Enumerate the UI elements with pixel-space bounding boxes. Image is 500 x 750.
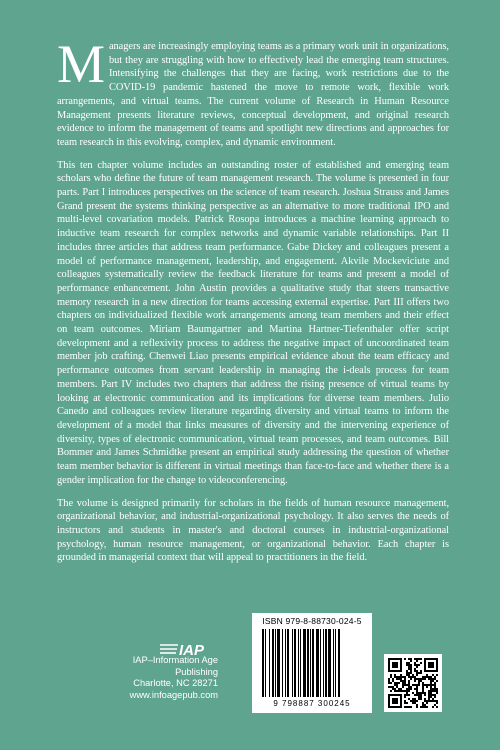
barcode-bar <box>300 629 301 697</box>
qr-module <box>396 686 398 688</box>
qr-module <box>424 684 426 686</box>
qr-module <box>414 668 416 670</box>
back-cover-blurb <box>57 34 449 574</box>
qr-module <box>434 690 436 692</box>
qr-module <box>436 706 438 708</box>
qr-module <box>390 690 392 692</box>
qr-module <box>414 680 416 682</box>
qr-module <box>420 680 422 682</box>
qr-module <box>422 704 424 706</box>
qr-module <box>396 690 398 692</box>
qr-module <box>410 678 412 680</box>
qr-module <box>396 682 398 684</box>
qr-module <box>404 702 406 704</box>
qr-module <box>408 672 410 674</box>
qr-module <box>398 688 400 690</box>
qr-module <box>420 658 422 660</box>
qr-module <box>414 658 416 660</box>
qr-module <box>400 688 402 690</box>
qr-module <box>426 686 428 688</box>
qr-module <box>408 680 410 682</box>
barcode-bar <box>294 629 296 697</box>
qr-module <box>434 678 436 680</box>
qr-module <box>418 658 420 660</box>
qr-module <box>412 692 414 694</box>
qr-module <box>392 688 394 690</box>
qr-module <box>416 700 418 702</box>
qr-module <box>420 698 422 700</box>
qr-module <box>406 684 408 686</box>
qr-module <box>414 678 416 680</box>
blurb-paragraph-2: This ten chapter volume includes an outstanding roster of established and emerging team scholars who define the future of team management research. The volume is presented in four parts. Part I introduces perspectives on the science of team research. Joshua Strauss and James Grand present the systems thinking perspective as an alternative to more traditional IPO and multi-level covariation models. Patrick Rosopa introduces a machine learning approach to inductive team research for complex networks and dynamic variable relationships. Part II includes three articles that address team performance. Gabe Dickey and colleagues present a model of performance management, leadership, and engagement. Akvile Mockeviciute and colleagues systematically review the feedback literature for teams and present a model of performance enhancement. John Austin provides a qualitative study that steers transactive memory research in a new direction for teams accessing external expertise. Part III offers two chapters on individualized flexible work arrangements among team members and their effect on team outcomes. Miriam Baumgartner and Martina Hartner-Tiefenthaler offer script development and a reflexivity process to address the negative impact of uncoordinated team member job crafting. Chenwei Liao presents empirical evidence about the team efficacy and performance outcomes from servant leadership in managing the i-deals process for team members. Part IV includes two chapters that address the rising presence of virtual teams by looking at electronic communication and its implications for diverse team members. Julio Canedo and colleagues review literature regarding diversity and virtual teams to inform the development of a model that links measures of diversity and the intervening experience of diversity, types of electronic communication, virtual team processes, and team outcomes. Bill Bommer and James Schmidtke present an empirical study addressing the question of whether team member behavior is different in virtual meetings than face-to-face and whether there is a gender implication for the change to videoconferencing. <box>57 159 449 486</box>
qr-module <box>400 676 402 678</box>
qr-module <box>414 662 416 664</box>
qr-code <box>384 654 442 712</box>
barcode-bar <box>320 629 321 697</box>
barcode-bar <box>325 629 327 697</box>
barcode-bar <box>307 629 309 697</box>
qr-module <box>430 700 432 702</box>
qr-module <box>426 676 428 678</box>
qr-module <box>420 694 422 696</box>
qr-module <box>432 674 434 676</box>
qr-module <box>402 686 404 688</box>
qr-module <box>418 664 420 666</box>
blurb-paragraph-1-text: anagers are increasingly employing teams as a primary work unit in organizations, but they are struggling with how to effectively lead the emerging team structures. Intensifying the challenges that they are facing, work restrictions due to the COVID-19 pandemic hastened the move to remote work, flexible work arrangements, and virtual teams. The current volume of Research in Human Resource Management presents literature reviews, conceptual development, and original research evidence to inform the management of teams and spotlight new directions and approaches for team research in this evolving, complex, and dynamic environment. <box>57 41 449 148</box>
qr-module <box>410 672 412 674</box>
qr-module <box>422 682 424 684</box>
qr-module <box>420 662 422 664</box>
qr-module <box>422 678 424 680</box>
qr-module <box>416 670 418 672</box>
qr-module <box>430 690 432 692</box>
qr-module <box>398 682 400 684</box>
qr-module <box>434 682 436 684</box>
qr-finder <box>392 662 398 668</box>
qr-module <box>420 696 422 698</box>
qr-module <box>436 692 438 694</box>
qr-module <box>416 686 418 688</box>
barcode-bar <box>312 629 314 697</box>
qr-module <box>410 676 412 678</box>
qr-module <box>398 676 400 678</box>
qr-module <box>432 698 434 700</box>
qr-module <box>432 700 434 702</box>
qr-module <box>420 678 422 680</box>
qr-module <box>422 688 424 690</box>
qr-module <box>414 700 416 702</box>
qr-module <box>422 706 424 708</box>
qr-module <box>416 688 418 690</box>
qr-module <box>434 694 436 696</box>
qr-module <box>416 690 418 692</box>
barcode-bar <box>277 629 280 697</box>
qr-module <box>428 678 430 680</box>
qr-module <box>408 676 410 678</box>
qr-module <box>428 690 430 692</box>
qr-module <box>414 684 416 686</box>
qr-module <box>416 704 418 706</box>
qr-module <box>430 682 432 684</box>
qr-module <box>388 686 390 688</box>
qr-module <box>434 688 436 690</box>
barcode-bar <box>282 629 283 697</box>
qr-module <box>392 678 394 680</box>
barcode-bars <box>260 629 364 699</box>
barcode-bar <box>310 629 311 697</box>
qr-module <box>422 692 424 694</box>
barcode-bar <box>338 629 340 697</box>
qr-module <box>406 694 408 696</box>
qr-module <box>412 702 414 704</box>
qr-module <box>422 676 424 678</box>
qr-module <box>434 686 436 688</box>
qr-module <box>414 664 416 666</box>
qr-module <box>418 698 420 700</box>
qr-module <box>416 678 418 680</box>
qr-module <box>416 692 418 694</box>
qr-module <box>408 690 410 692</box>
qr-module <box>400 674 402 676</box>
qr-module <box>426 702 428 704</box>
qr-module <box>404 700 406 702</box>
qr-module <box>404 696 406 698</box>
qr-module <box>408 682 410 684</box>
qr-module <box>420 672 422 674</box>
qr-module <box>432 694 434 696</box>
qr-module <box>428 698 430 700</box>
qr-module <box>418 678 420 680</box>
barcode-bar <box>265 629 266 697</box>
qr-module <box>402 680 404 682</box>
qr-module <box>434 696 436 698</box>
qr-module <box>426 700 428 702</box>
qr-module <box>410 666 412 668</box>
publisher-name: IAP–Information Age Publishing <box>132 655 218 677</box>
qr-module <box>396 684 398 686</box>
qr-module <box>404 694 406 696</box>
qr-module <box>416 666 418 668</box>
qr-module <box>428 694 430 696</box>
qr-module <box>418 696 420 698</box>
qr-module <box>434 700 436 702</box>
qr-module <box>430 692 432 694</box>
qr-module <box>410 706 412 708</box>
qr-module <box>408 668 410 670</box>
qr-module <box>406 662 408 664</box>
qr-module <box>432 688 434 690</box>
qr-module <box>404 658 406 660</box>
qr-module <box>428 692 430 694</box>
qr-module <box>400 690 402 692</box>
qr-module <box>424 706 426 708</box>
qr-module <box>408 658 410 660</box>
qr-module <box>418 694 420 696</box>
qr-module <box>418 672 420 674</box>
qr-module <box>432 678 434 680</box>
barcode-bar <box>303 629 306 697</box>
qr-module <box>404 678 406 680</box>
qr-module <box>414 698 416 700</box>
qr-module <box>390 686 392 688</box>
logo-text: IAP <box>179 642 205 658</box>
qr-module <box>412 698 414 700</box>
qr-module <box>410 670 412 672</box>
qr-module <box>390 674 392 676</box>
qr-module <box>436 700 438 702</box>
qr-module <box>416 672 418 674</box>
qr-module <box>410 664 412 666</box>
qr-module <box>420 706 422 708</box>
qr-module <box>428 676 430 678</box>
barcode-bar <box>272 629 274 697</box>
qr-module <box>406 706 408 708</box>
qr-module <box>408 684 410 686</box>
qr-module <box>422 684 424 686</box>
qr-module <box>426 684 428 686</box>
qr-module <box>430 676 432 678</box>
barcode-bar <box>287 629 289 697</box>
barcode-bar <box>335 629 336 697</box>
qr-module <box>416 658 418 660</box>
qr-module <box>414 694 416 696</box>
qr-module <box>402 690 404 692</box>
qr-module <box>410 668 412 670</box>
qr-module <box>422 690 424 692</box>
qr-module <box>398 690 400 692</box>
qr-module <box>406 664 408 666</box>
qr-module <box>416 660 418 662</box>
qr-module <box>420 692 422 694</box>
qr-module <box>416 664 418 666</box>
qr-module <box>390 676 392 678</box>
qr-module <box>428 684 430 686</box>
qr-module <box>408 698 410 700</box>
barcode-bar <box>285 629 286 697</box>
qr-module <box>432 680 434 682</box>
qr-module <box>414 702 416 704</box>
qr-module <box>418 684 420 686</box>
qr-module <box>422 702 424 704</box>
qr-module <box>430 678 432 680</box>
qr-module <box>424 694 426 696</box>
qr-module <box>408 694 410 696</box>
qr-module <box>430 694 432 696</box>
qr-module <box>418 682 420 684</box>
qr-module <box>434 684 436 686</box>
qr-finder <box>392 698 398 704</box>
qr-module <box>424 698 426 700</box>
qr-module <box>408 666 410 668</box>
qr-module <box>424 678 426 680</box>
qr-module <box>430 684 432 686</box>
qr-module <box>426 674 428 676</box>
qr-module <box>394 674 396 676</box>
qr-module <box>418 692 420 694</box>
qr-module <box>430 686 432 688</box>
barcode-bar <box>269 629 270 697</box>
qr-module <box>412 674 414 676</box>
qr-module <box>412 676 414 678</box>
qr-module <box>422 686 424 688</box>
qr-module <box>398 678 400 680</box>
qr-module <box>436 688 438 690</box>
qr-module <box>432 706 434 708</box>
qr-module <box>396 678 398 680</box>
blurb-paragraph-1 <box>57 34 449 150</box>
qr-module <box>424 692 426 694</box>
qr-module <box>400 678 402 680</box>
qr-module <box>388 682 390 684</box>
barcode-bar <box>275 629 276 697</box>
qr-module <box>406 692 408 694</box>
qr-module <box>424 704 426 706</box>
qr-module <box>424 700 426 702</box>
qr-module <box>388 678 390 680</box>
qr-module <box>406 670 408 672</box>
qr-module <box>406 690 408 692</box>
qr-module <box>416 674 418 676</box>
barcode-bar <box>298 629 299 697</box>
qr-module <box>400 680 402 682</box>
qr-module <box>408 664 410 666</box>
qr-module <box>410 660 412 662</box>
qr-module <box>392 680 394 682</box>
qr-module <box>408 688 410 690</box>
qr-module <box>418 680 420 682</box>
qr-module <box>424 676 426 678</box>
qr-module <box>432 684 434 686</box>
qr-module <box>390 682 392 684</box>
barcode-panel <box>252 613 372 713</box>
qr-module <box>414 688 416 690</box>
qr-module <box>410 658 412 660</box>
barcode-bar <box>292 629 293 697</box>
blurb-paragraph-3: The volume is designed primarily for scholars in the fields of human resource management, organizational behavior, and industrial-organizational psychology. It also serves the needs of instructors and students in master's and doctoral courses in industrial-organizational psychology, human resource management, or organizational behavior. Each chapter is grounded in managerial context that will appeal to practitioners in the field. <box>57 497 449 564</box>
barcode-bar <box>333 629 334 697</box>
qr-module <box>412 684 414 686</box>
qr-module <box>436 680 438 682</box>
qr-module <box>426 706 428 708</box>
qr-module <box>412 700 414 702</box>
qr-module <box>414 670 416 672</box>
qr-module <box>406 688 408 690</box>
qr-module <box>394 682 396 684</box>
barcode-bar <box>262 629 264 697</box>
qr-module <box>404 690 406 692</box>
qr-module <box>404 680 406 682</box>
barcode-bar <box>316 629 319 697</box>
qr-module <box>436 702 438 704</box>
barcode-bar <box>328 629 331 697</box>
qr-finder <box>428 662 434 668</box>
qr-module <box>402 682 404 684</box>
qr-module <box>428 696 430 698</box>
qr-module <box>410 686 412 688</box>
qr-module <box>436 674 438 676</box>
qr-module <box>392 686 394 688</box>
qr-module <box>416 694 418 696</box>
qr-module <box>404 684 406 686</box>
qr-module <box>404 676 406 678</box>
qr-module <box>408 662 410 664</box>
qr-module <box>408 686 410 688</box>
qr-module <box>430 680 432 682</box>
qr-module <box>410 688 412 690</box>
qr-module <box>416 706 418 708</box>
qr-module <box>436 690 438 692</box>
qr-module <box>408 674 410 676</box>
qr-module <box>402 676 404 678</box>
qr-module <box>416 684 418 686</box>
qr-module <box>410 700 412 702</box>
qr-module <box>434 704 436 706</box>
qr-module <box>420 670 422 672</box>
qr-module <box>402 684 404 686</box>
qr-module <box>396 676 398 678</box>
barcode-number: 9 798887 300245 <box>273 699 351 708</box>
qr-module <box>404 682 406 684</box>
barcode-bar <box>323 629 324 697</box>
qr-module <box>432 690 434 692</box>
qr-module <box>428 700 430 702</box>
qr-module <box>406 702 408 704</box>
qr-module <box>394 690 396 692</box>
qr-module <box>408 706 410 708</box>
qr-module <box>430 688 432 690</box>
qr-module <box>394 688 396 690</box>
qr-module <box>404 706 406 708</box>
isbn-label: ISBN 979-8-88730-024-5 <box>262 616 362 626</box>
qr-module <box>394 684 396 686</box>
qr-module <box>388 680 390 682</box>
qr-module <box>406 674 408 676</box>
qr-module <box>430 696 432 698</box>
drop-cap: M <box>57 34 105 94</box>
publisher-url: www.infoagepub.com <box>129 689 218 700</box>
publisher-info <box>118 655 218 701</box>
qr-module <box>414 676 416 678</box>
qr-module <box>406 672 408 674</box>
qr-module <box>394 676 396 678</box>
publisher-city: Charlotte, NC 28271 <box>133 678 218 689</box>
qr-module <box>434 676 436 678</box>
